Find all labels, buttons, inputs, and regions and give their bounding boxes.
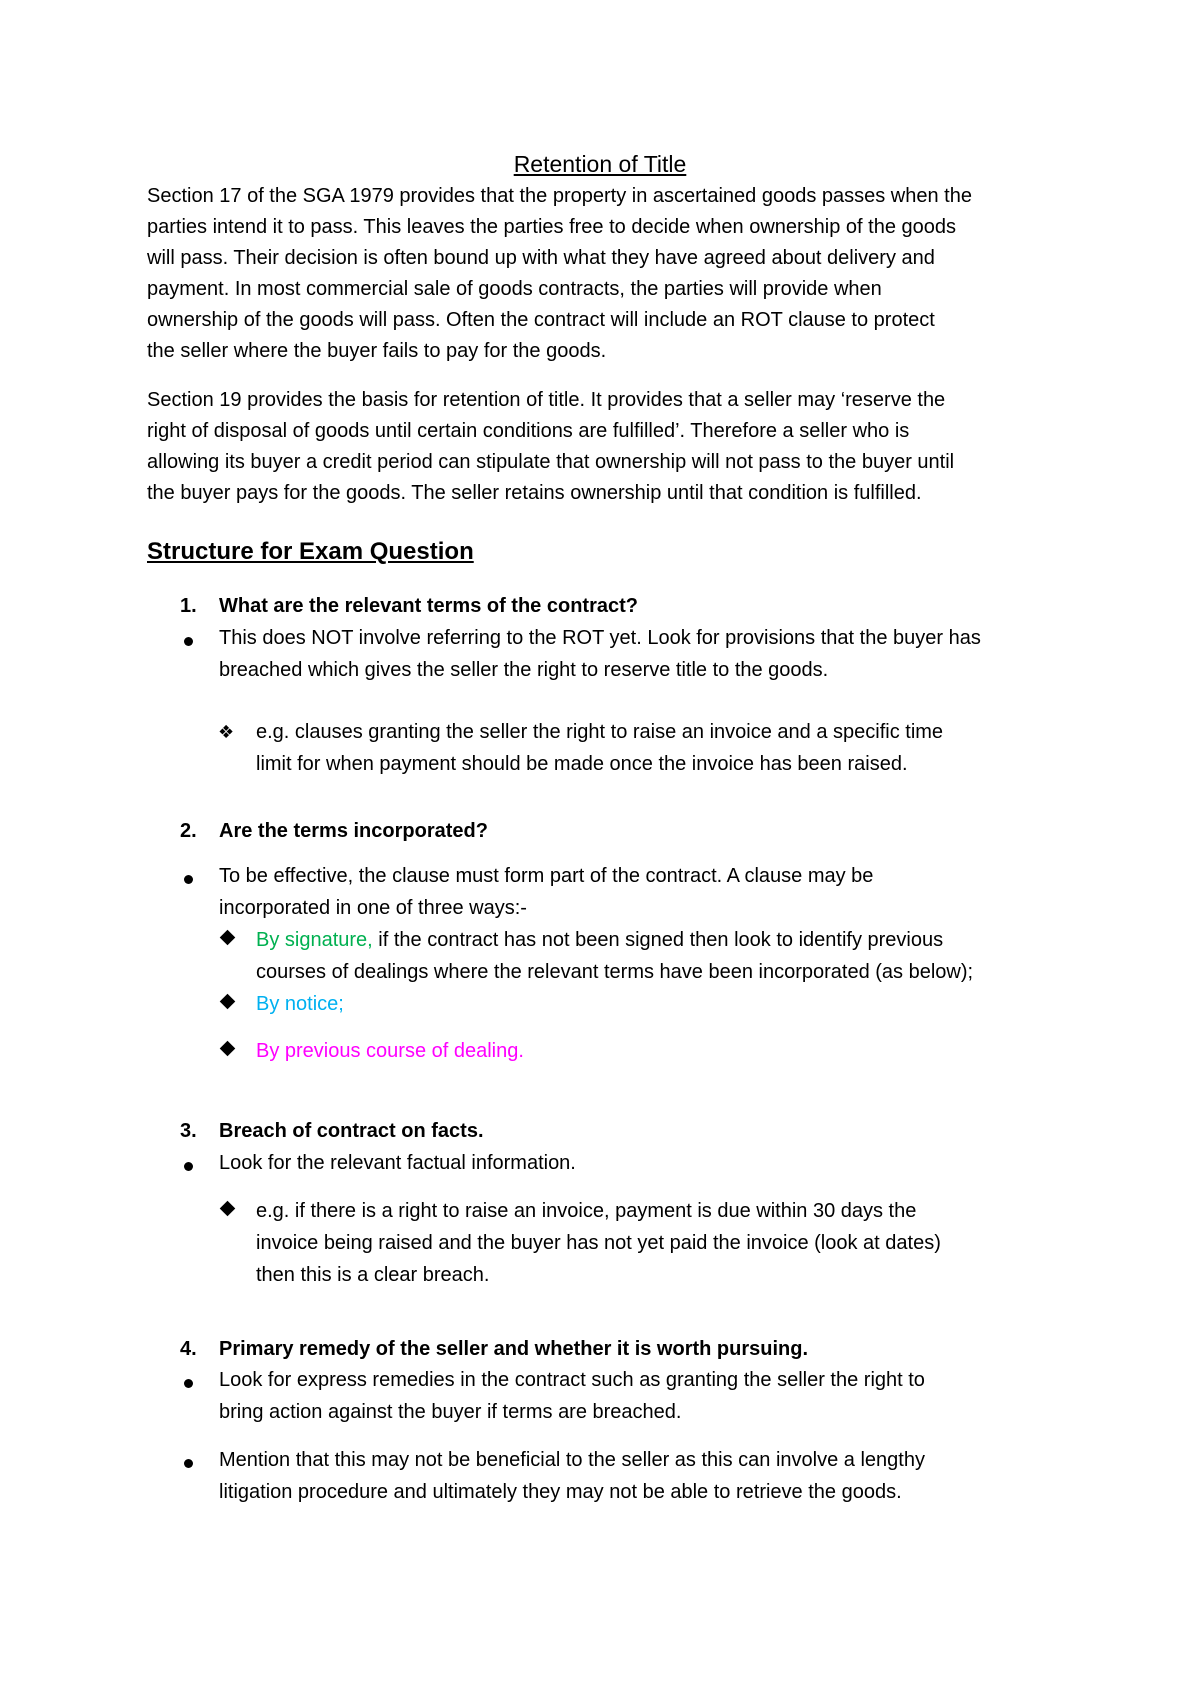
q4-number: 4.	[180, 1338, 197, 1360]
q1-title: What are the relevant terms of the contract?	[219, 595, 638, 617]
q4-bullet1-line2: bring action against the buyer if terms are breached.	[219, 1401, 682, 1423]
intro-p1-line5: ownership of the goods will pass. Often the contract will include an ROT clause to protect	[147, 309, 935, 331]
q3-title: Breach of contract on facts.	[219, 1120, 484, 1142]
structure-heading: Structure for Exam Question	[147, 538, 474, 565]
intro-p1-line1: Section 17 of the SGA 1979 provides that the property in ascertained goods passes when the	[147, 185, 972, 207]
q2-bullet-line1: To be effective, the clause must form part of the contract. A clause may be	[219, 865, 874, 887]
intro-p1-line3: will pass. Their decision is often bound up with what they have agreed about delivery and	[147, 247, 935, 269]
intro-p1-line4: payment. In most commercial sale of goods contracts, the parties will provide when	[147, 278, 882, 300]
diamond-bullet-icon	[220, 1041, 236, 1057]
page-title: Retention of Title	[513, 151, 687, 177]
bullet-dot-icon	[184, 1459, 193, 1468]
bullet-dot-icon	[184, 1379, 193, 1388]
bullet-dot-icon	[184, 875, 193, 884]
q1-bullet-line1: This does NOT involve referring to the ROT yet. Look for provisions that the buyer has	[219, 627, 981, 649]
by-signature-label: By signature,	[256, 929, 373, 951]
q1-number: 1.	[180, 595, 197, 617]
intro-p2-line1: Section 19 provides the basis for retention of title. It provides that a seller may ‘reserve the	[147, 389, 946, 411]
q3-number: 3.	[180, 1120, 197, 1142]
q4-title: Primary remedy of the seller and whether it is worth pursuing.	[219, 1338, 809, 1360]
q3-bullet: Look for the relevant factual information.	[219, 1152, 576, 1174]
diamond-bullet-icon	[220, 930, 236, 946]
by-previous-course-label: By previous course of dealing.	[256, 1040, 524, 1062]
q4-bullet1-line1: Look for express remedies in the contract such as granting the seller the right to	[219, 1369, 925, 1391]
intro-p2-line4: the buyer pays for the goods. The seller retains ownership until that condition is fulfilled.	[147, 482, 922, 504]
four-point-star-icon: ❖	[218, 722, 235, 742]
q3-sub-line3: then this is a clear breach.	[256, 1264, 490, 1286]
bullet-dot-icon	[184, 1162, 193, 1171]
q4-bullet2-line2: litigation procedure and ultimately they may not be able to retrieve the goods.	[219, 1481, 902, 1503]
diamond-bullet-icon	[220, 994, 236, 1010]
q2-signature-line1	[256, 924, 943, 956]
diamond-bullet-icon	[220, 1201, 236, 1217]
intro-p2-line3: allowing its buyer a credit period can stipulate that ownership will not pass to the buyer until	[147, 451, 955, 473]
q3-sub-line2: invoice being raised and the buyer has not yet paid the invoice (look at dates)	[256, 1232, 941, 1254]
signature-text-part1: if the contract has not been signed then look to identify previous	[372, 929, 944, 951]
intro-p2-line2: right of disposal of goods until certain conditions are fulfilled’. Therefore a seller who is	[147, 420, 910, 442]
q4-bullet2-line1: Mention that this may not be beneficial to the seller as this can involve a lengthy	[219, 1449, 925, 1471]
q2-bullet-line2: incorporated in one of three ways:-	[219, 897, 527, 919]
intro-p1-line6: the seller where the buyer fails to pay for the goods.	[147, 340, 607, 362]
q1-bullet-line2: breached which gives the seller the right to reserve title to the goods.	[219, 659, 829, 681]
q2-number: 2.	[180, 820, 197, 842]
q3-sub-line1: e.g. if there is a right to raise an invoice, payment is due within 30 days the	[256, 1200, 917, 1222]
q2-signature-line2: courses of dealings where the relevant terms have been incorporated (as below);	[256, 961, 974, 983]
bullet-dot-icon	[184, 637, 193, 646]
q2-title: Are the terms incorporated?	[219, 820, 488, 842]
by-notice-label: By notice;	[256, 993, 344, 1015]
intro-p1-line2: parties intend it to pass. This leaves the parties free to decide when ownership of the goods	[147, 216, 957, 238]
q1-sub-line1: e.g. clauses granting the seller the right to raise an invoice and a specific time	[256, 721, 944, 743]
q1-sub-line2: limit for when payment should be made once the invoice has been raised.	[256, 753, 908, 775]
